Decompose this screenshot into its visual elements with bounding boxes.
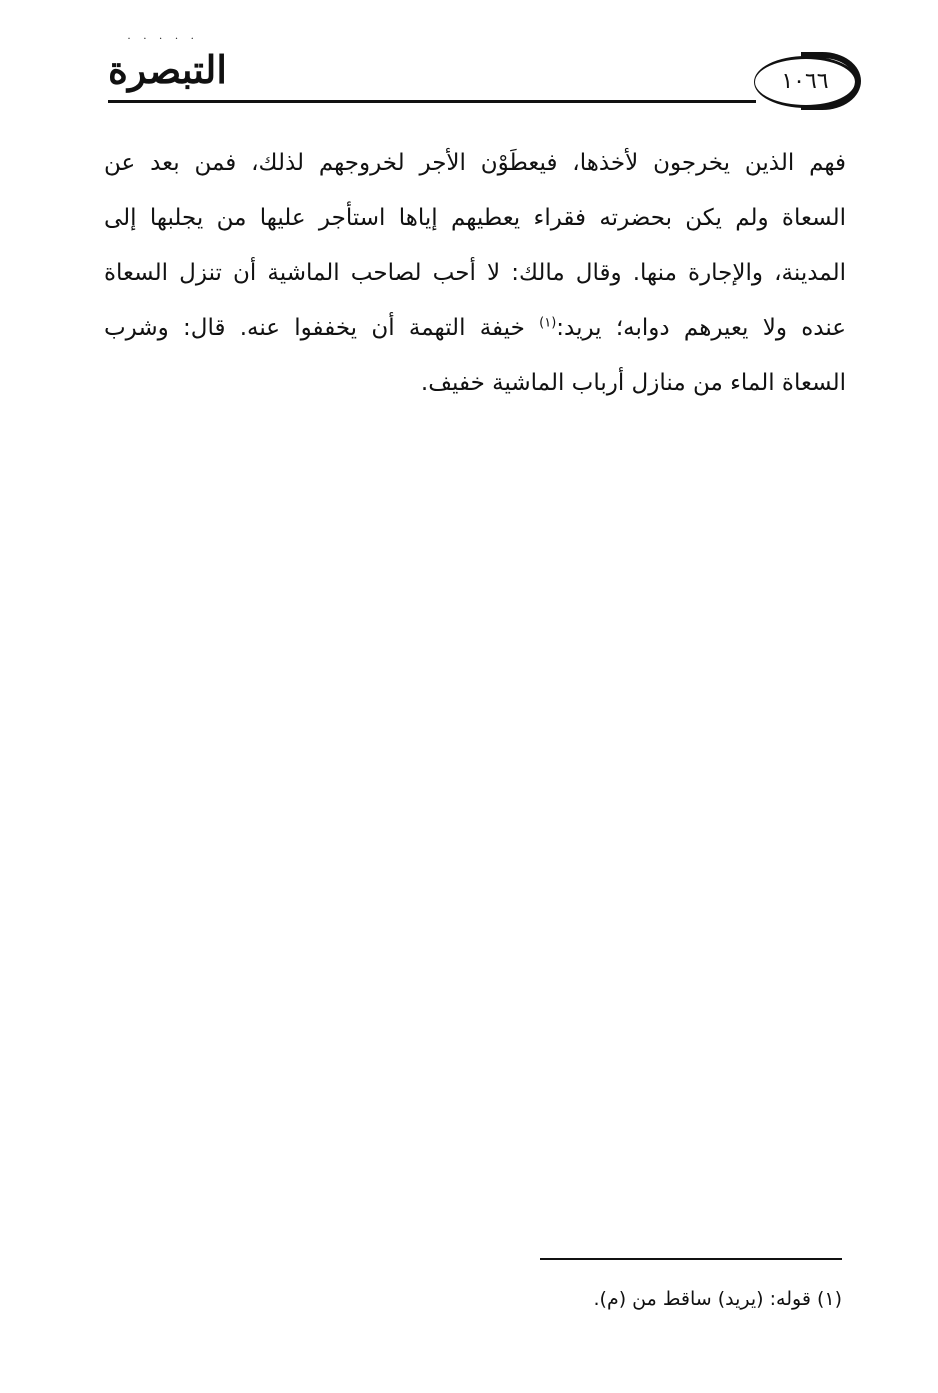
text-line-3: المدينة، والإجارة منها. وقال مالك: لا أحب لصاحب الماشية أن تنزل السعاة <box>104 260 846 286</box>
page-header <box>100 36 860 110</box>
page-number: ١٠٦٦ <box>781 69 829 94</box>
text-line-4-end: خيفة التهمة أن يخففوا عنه. قال: وشرب <box>104 315 540 341</box>
body-text <box>104 136 846 411</box>
footnote-separator <box>540 1258 842 1260</box>
text-line-4-start: عنده ولا يعيرهم دوابه؛ يريد: <box>556 315 846 341</box>
text-line-4 <box>104 301 846 356</box>
title-ornament: ˙ ˙ ˙ ˙ ˙ <box>126 36 199 50</box>
book-title: التبصرة <box>108 47 227 92</box>
footnote: (١) قوله: (يريد) ساقط من (م). <box>593 1288 842 1310</box>
text-line-2: السعاة ولم يكن بحضرته فقراء يعطيهم إياها استأجر عليها من يجلبها إلى <box>104 205 846 231</box>
page-number-badge <box>754 56 858 108</box>
text-line-5: السعاة الماء من منازل أرباب الماشية خفيف. <box>420 370 846 396</box>
footnote-reference: (١) <box>539 315 557 331</box>
header-rule <box>108 100 756 103</box>
text-line-1: فهم الذين يخرجون لأخذها، فيعطَوْن الأجر لخروجهم لذلك، فمن بعد عن <box>104 150 846 176</box>
